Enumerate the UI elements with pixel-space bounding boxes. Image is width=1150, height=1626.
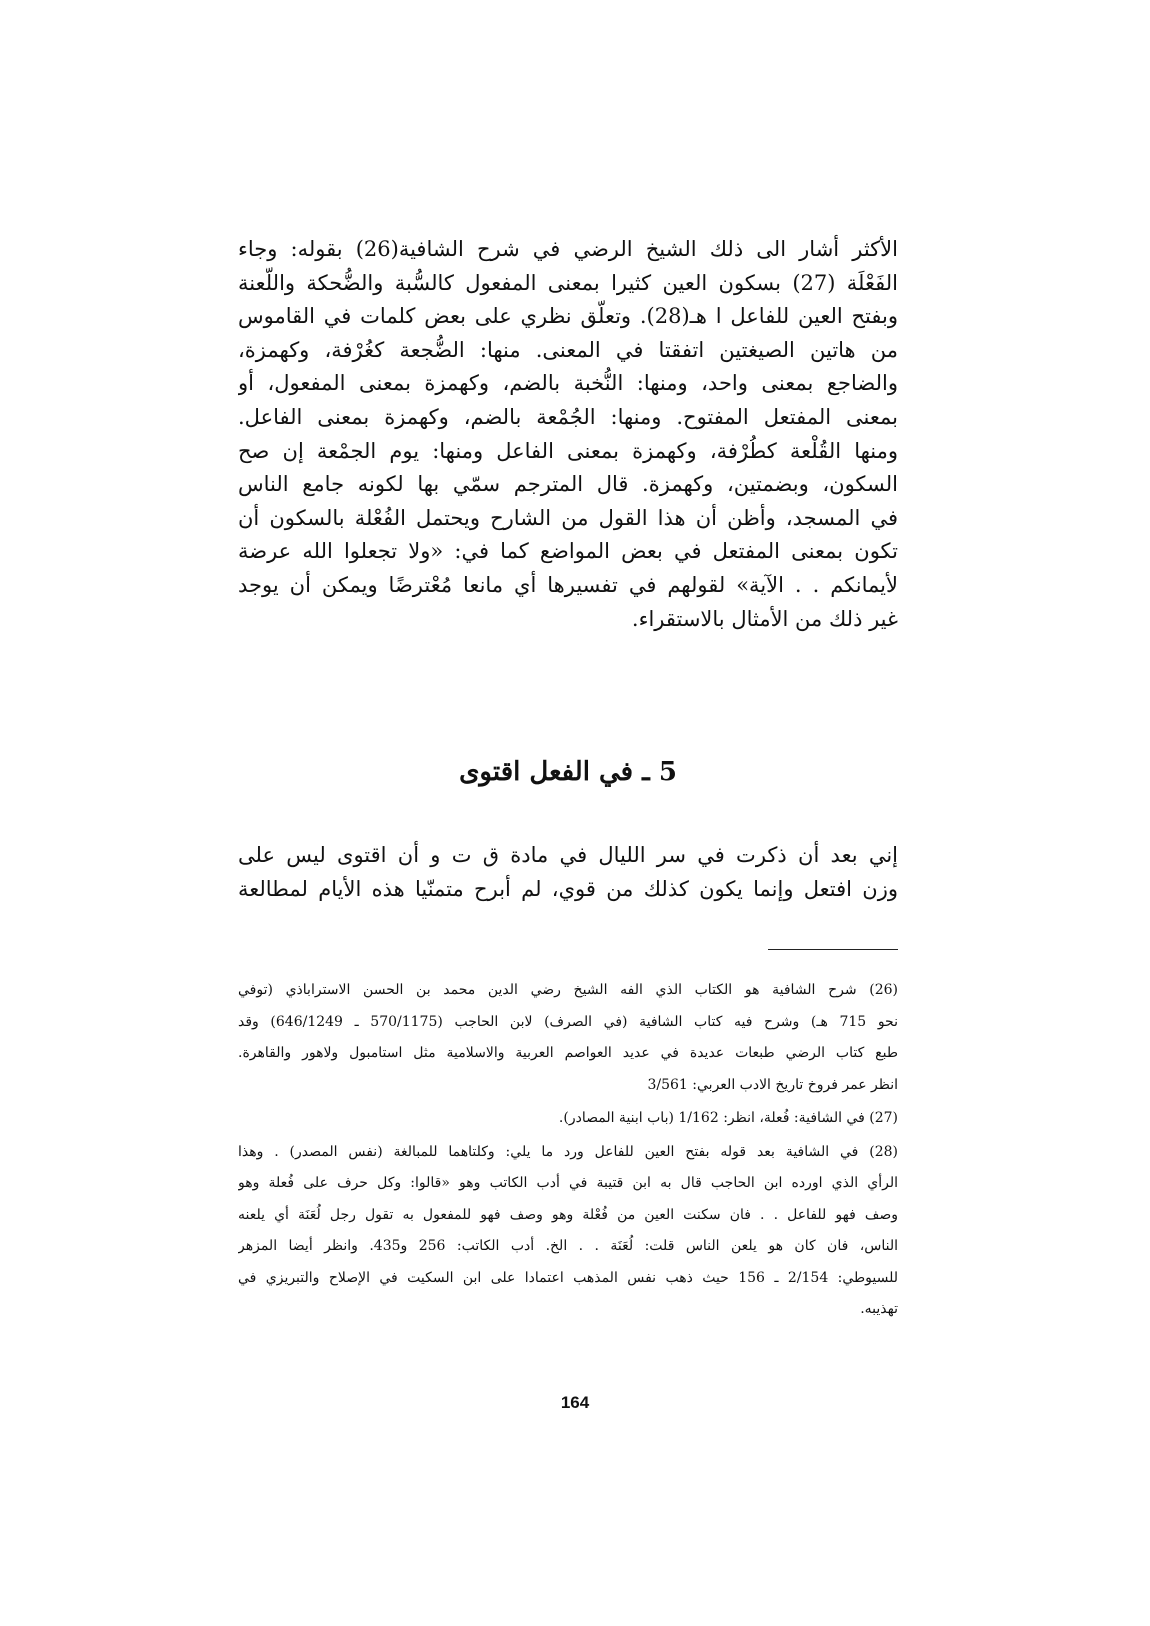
page-number: 164 (560, 1393, 590, 1412)
second-paragraph (238, 838, 898, 906)
section-heading: 5 ـ في الفعل اقتوى (459, 757, 677, 787)
text-line: الفَعْلَة (27) بسكون العين كثيرا بمعنى المفعول كالسُّبة والضُّحكة واللُّعنة (238, 270, 898, 295)
footnote-27 (238, 1103, 898, 1135)
footnote-line: وصف فهو للفاعل . . فان سكنت العين من فُعْلة وهو وصف فهو للمفعول به تقول رجل لُعَنَة أي يلعنه (238, 1206, 898, 1223)
footnote-line: الرأي الذي اورده ابن الحاجب قال به ابن قتيبة في أدب الكاتب وهو «قالوا: وكل حرف على فُعلة وهو (238, 1175, 898, 1191)
text-line: تكون بمعنى المفتعل في بعض المواضع كما في: «ولا تجعلوا الله عرضة (238, 539, 898, 564)
footnote-28 (238, 1137, 898, 1326)
text-line: وزن افتعل وإنما يكون كذلك من قوي، لم أبرح متمنّيا هذه الأيام لمطالعة (238, 877, 898, 901)
footnote-line: تهذيبه. (860, 1301, 898, 1317)
footnote-line: (26) شرح الشافية هو الكتاب الذي الفه الشيخ رضي الدين محمد بن الحسن الاستراباذي (توفي (238, 982, 898, 998)
text-line: السكون، وبضمتين، وكهمزة. قال المترجم سمّي بها لكونه جامع الناس (238, 472, 898, 497)
text-line: إني بعد أن ذكرت في سر الليال في مادة ق ت و أن اقتوى ليس على (238, 843, 898, 867)
footnote-line: طبع كتاب الرضي طبعات عديدة في عديد العواصم العربية والاسلامية مثل استامبول ولاهور والقاهرة. (238, 1045, 898, 1061)
text-line: بمعنى المفتعل المفتوح. ومنها: الجُمْعة بالضم، وكهمزة بمعنى الفاعل. (238, 404, 898, 429)
footnote-line: (27) في الشافية: فُعلة، انظر: 1/162 (باب ابنية المصادر). (558, 1110, 898, 1126)
text-line: غير ذلك من الأمثال بالاستقراء. (631, 606, 898, 631)
footnote-26 (238, 975, 898, 1101)
footnotes (238, 975, 898, 1328)
text-line: الأكثر أشار الى ذلك الشيخ الرضي في شرح الشافية(26) بقوله: وجاء (238, 237, 898, 261)
main-paragraph (238, 233, 898, 636)
text-line: والضاجع بمعنى واحد، ومنها: النُّخبة بالضم، وكهمزة بمعنى المفعول، أو (238, 371, 898, 396)
text-line: ومنها القُلْعة كطُرْفة، وكهمزة بمعنى الفاعل ومنها: يوم الجمْعة إن صح (238, 438, 898, 463)
footnote-line: انظر عمر فروخ تاريخ الادب العربي: 3/561 (647, 1076, 898, 1093)
text-line: في المسجد، وأظن أن هذا القول من الشارح ويحتمل الفُعْلة بالسكون أن (238, 505, 898, 530)
text-line: وبفتح العين للفاعل ا هـ(28). وتعلّق نظري على بعض كلمات في القاموس (238, 304, 898, 329)
text-line: من هاتين الصيغتين اتفقتا في المعنى. منها: الضُّجعة كغُرْفة، وكهمزة، (238, 337, 898, 362)
footnote-divider (768, 949, 898, 950)
text-line: لأيمانكم . . الآية» لقولهم في تفسيرها أي مانعا مُعْترضًا ويمكن أن يوجد (238, 572, 898, 597)
footnote-line: (28) في الشافية بعد قوله بفتح العين للفاعل ورد ما يلي: وكلتاهما للمبالغة (نفس المصدر) . وهذا (238, 1143, 898, 1160)
footnote-line: الناس، فان كان هو يلعن الناس قلت: لُعَنَة . . الخ. أدب الكاتب: 256 و435. وانظر أيضا المزهر (238, 1238, 898, 1254)
footnote-line: نحو 715 هـ) وشرح فيه كتاب الشافية (في الصرف) لابن الحاجب (570/1175 ـ 646/1249) وقد (238, 1013, 898, 1030)
footnote-line: للسيوطي: 2/154 ـ 156 حيث ذهب نفس المذهب اعتمادا على ابن السكيت في الإصلاح والتبريزي في (238, 1269, 898, 1286)
